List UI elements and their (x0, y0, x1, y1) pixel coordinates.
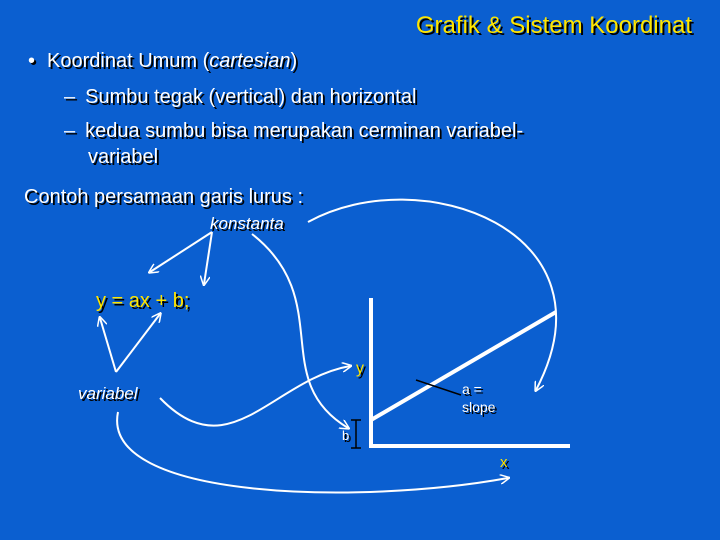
curve-to-slope (308, 200, 556, 390)
intercept-label: b (342, 428, 350, 443)
equation: y = ax + b; (96, 290, 190, 312)
bullet-text-italic: cartesian (209, 50, 291, 72)
variabel-arrow-y (100, 318, 116, 372)
subbullet-text: kedua sumbu bisa merupakan cerminan variabel- (85, 120, 524, 142)
bullet-item (28, 50, 297, 73)
subbullet-dash: – (64, 86, 76, 108)
konstanta-arrow-a (150, 232, 212, 272)
konstanta-arrow-b (204, 232, 212, 284)
slide-title: Grafik & Sistem Koordinat (415, 12, 692, 39)
subbullet-continuation: variabel (88, 146, 159, 168)
subbullet-text: Sumbu tegak (vertical) dan horizontal (85, 86, 417, 108)
constant-label: konstanta (210, 214, 284, 233)
variabel-arrow-x (116, 314, 160, 372)
example-heading: Contoh persamaan garis lurus : (24, 186, 304, 208)
x-axis-label: x (500, 454, 508, 471)
subbullet-dash: – (64, 120, 76, 142)
curve-to-b (252, 234, 348, 428)
bullet-text-suffix: ) (290, 50, 298, 72)
subbullet-item (64, 86, 416, 109)
curve-to-y (160, 366, 350, 426)
curve-to-x (117, 412, 508, 492)
subbullet-item (64, 120, 523, 143)
slope-label-line2: slope (462, 399, 496, 415)
bullet-symbol: • (28, 50, 36, 72)
slope-label (462, 380, 522, 416)
bullet-text-prefix: Koordinat Umum ( (47, 50, 210, 72)
y-axis-label: y (356, 360, 364, 377)
slope-label-line1: a = (462, 381, 482, 397)
variable-label: variabel (78, 384, 138, 403)
